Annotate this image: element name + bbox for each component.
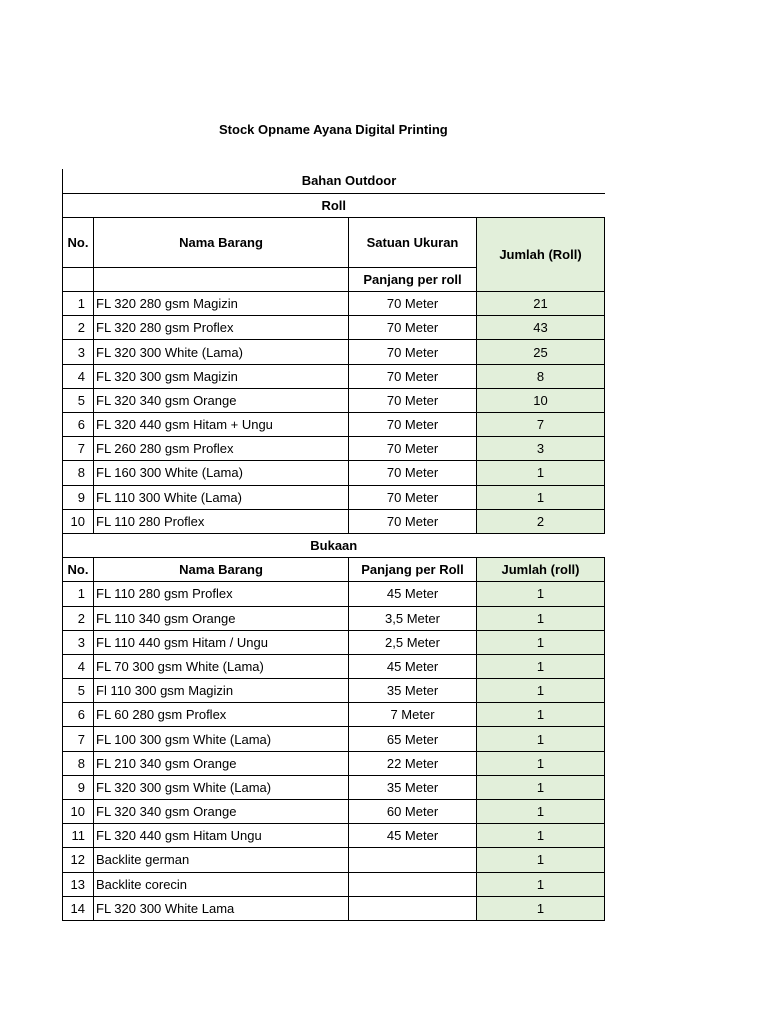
roll-row-no: 4 [63,364,94,388]
roll-row-name: FL 110 300 White (Lama) [94,485,349,509]
bukaan-row-qty: 1 [477,800,605,824]
bukaan-row-qty: 1 [477,727,605,751]
roll-row-name: FL 260 280 gsm Proflex [94,437,349,461]
table-row [63,582,605,606]
bukaan-row-size: 60 Meter [349,800,477,824]
bukaan-row-no: 14 [63,896,94,920]
table-row [63,775,605,799]
roll-row-name: FL 320 300 gsm Magizin [94,364,349,388]
bukaan-row-qty: 1 [477,848,605,872]
roll-row-size: 70 Meter [349,316,477,340]
bukaan-section-row [63,533,605,557]
bukaan-header-name: Nama Barang [94,558,349,582]
roll-row-size: 70 Meter [349,461,477,485]
roll-row-size: 70 Meter [349,340,477,364]
bukaan-row-name: FL 320 300 gsm White (Lama) [94,775,349,799]
table-row [63,437,605,461]
roll-row-qty: 43 [477,316,605,340]
category-label: Bahan Outdoor [94,169,605,193]
table-row [63,679,605,703]
bukaan-row-size: 22 Meter [349,751,477,775]
roll-row-qty: 3 [477,437,605,461]
bukaan-row-name: Backlite german [94,848,349,872]
bukaan-row-size [349,848,477,872]
table-row [63,461,605,485]
roll-section-label: Roll [63,193,605,217]
bukaan-row-name: FL 320 300 White Lama [94,896,349,920]
roll-row-name: FL 320 300 White (Lama) [94,340,349,364]
bukaan-row-qty: 1 [477,703,605,727]
roll-row-no: 7 [63,437,94,461]
table-row [63,340,605,364]
bukaan-row-size: 2,5 Meter [349,630,477,654]
table-row [63,848,605,872]
table-row [63,292,605,316]
subheader-name-empty [94,267,349,291]
header-name: Nama Barang [94,217,349,267]
table-row [63,751,605,775]
table-row [63,485,605,509]
bukaan-row-no: 1 [63,582,94,606]
bukaan-row-no: 9 [63,775,94,799]
roll-row-name: FL 320 340 gsm Orange [94,388,349,412]
roll-row-no: 6 [63,413,94,437]
table-row [63,703,605,727]
bukaan-row-no: 3 [63,630,94,654]
bukaan-section-label: Bukaan [63,533,605,557]
bukaan-row-qty: 1 [477,630,605,654]
roll-row-size: 70 Meter [349,388,477,412]
bukaan-row-no: 2 [63,606,94,630]
bukaan-row-size: 45 Meter [349,654,477,678]
roll-row-size: 70 Meter [349,413,477,437]
bukaan-row-size: 35 Meter [349,679,477,703]
table-row [63,727,605,751]
bukaan-row-qty: 1 [477,582,605,606]
bukaan-row-qty: 1 [477,606,605,630]
table-row [63,896,605,920]
bukaan-row-name: Fl 110 300 gsm Magizin [94,679,349,703]
bukaan-row-qty: 1 [477,654,605,678]
bukaan-row-no: 7 [63,727,94,751]
roll-row-qty: 1 [477,461,605,485]
bukaan-row-name: FL 110 440 gsm Hitam / Ungu [94,630,349,654]
bukaan-row-no: 11 [63,824,94,848]
table-row [63,364,605,388]
header-size-sub: Panjang per roll [349,267,477,291]
table-row [63,388,605,412]
roll-row-qty: 7 [477,413,605,437]
bukaan-row-name: Backlite corecin [94,872,349,896]
bukaan-row-no: 13 [63,872,94,896]
bukaan-row-no: 5 [63,679,94,703]
roll-row-qty: 1 [477,485,605,509]
bukaan-row-name: FL 320 340 gsm Orange [94,800,349,824]
roll-row-qty: 10 [477,388,605,412]
bukaan-row-no: 6 [63,703,94,727]
stock-table [62,169,605,921]
document-title: Stock Opname Ayana Digital Printing [219,122,448,137]
bukaan-row-name: FL 210 340 gsm Orange [94,751,349,775]
bukaan-header-no: No. [63,558,94,582]
bukaan-row-qty: 1 [477,896,605,920]
roll-row-no: 9 [63,485,94,509]
roll-row-name: FL 160 300 White (Lama) [94,461,349,485]
bukaan-header-row [63,558,605,582]
table-row [63,800,605,824]
bukaan-row-no: 10 [63,800,94,824]
bukaan-row-qty: 1 [477,872,605,896]
roll-row-no: 10 [63,509,94,533]
bukaan-row-name: FL 100 300 gsm White (Lama) [94,727,349,751]
roll-row-no: 1 [63,292,94,316]
bukaan-row-name: FL 60 280 gsm Proflex [94,703,349,727]
table-row [63,316,605,340]
table-row [63,630,605,654]
bukaan-header-qty: Jumlah (roll) [477,558,605,582]
roll-row-name: FL 320 280 gsm Magizin [94,292,349,316]
bukaan-row-qty: 1 [477,824,605,848]
bukaan-header-size: Panjang per Roll [349,558,477,582]
roll-row-qty: 21 [477,292,605,316]
header-no: No. [63,217,94,267]
bukaan-row-no: 4 [63,654,94,678]
table-row [63,872,605,896]
subheader-no-empty [63,267,94,291]
bukaan-row-no: 8 [63,751,94,775]
roll-row-name: FL 110 280 Proflex [94,509,349,533]
bukaan-row-qty: 1 [477,679,605,703]
table-row [63,654,605,678]
roll-row-no: 5 [63,388,94,412]
bukaan-row-size: 65 Meter [349,727,477,751]
roll-row-size: 70 Meter [349,485,477,509]
roll-row-size: 70 Meter [349,292,477,316]
table-row [63,824,605,848]
roll-row-name: FL 320 280 gsm Proflex [94,316,349,340]
bukaan-row-size [349,896,477,920]
bukaan-row-qty: 1 [477,775,605,799]
roll-row-qty: 25 [477,340,605,364]
bukaan-row-size: 45 Meter [349,824,477,848]
bukaan-row-name: FL 70 300 gsm White (Lama) [94,654,349,678]
roll-row-no: 8 [63,461,94,485]
bukaan-row-size: 7 Meter [349,703,477,727]
roll-row-size: 70 Meter [349,437,477,461]
bukaan-row-name: FL 320 440 gsm Hitam Ungu [94,824,349,848]
roll-row-size: 70 Meter [349,509,477,533]
header-qty: Jumlah (Roll) [477,217,605,291]
table-row [63,509,605,533]
table-row [63,606,605,630]
roll-section-row [63,193,605,217]
bukaan-row-size: 3,5 Meter [349,606,477,630]
table-row [63,413,605,437]
roll-row-no: 3 [63,340,94,364]
bukaan-row-size: 35 Meter [349,775,477,799]
bukaan-row-name: FL 110 280 gsm Proflex [94,582,349,606]
roll-header-row [63,217,605,267]
header-size: Satuan Ukuran [349,217,477,267]
roll-row-no: 2 [63,316,94,340]
bukaan-row-size [349,872,477,896]
roll-row-size: 70 Meter [349,364,477,388]
bukaan-row-no: 12 [63,848,94,872]
roll-row-qty: 2 [477,509,605,533]
category-row [63,169,605,193]
bukaan-row-qty: 1 [477,751,605,775]
roll-row-qty: 8 [477,364,605,388]
bukaan-row-name: FL 110 340 gsm Orange [94,606,349,630]
bukaan-row-size: 45 Meter [349,582,477,606]
roll-row-name: FL 320 440 gsm Hitam + Ungu [94,413,349,437]
